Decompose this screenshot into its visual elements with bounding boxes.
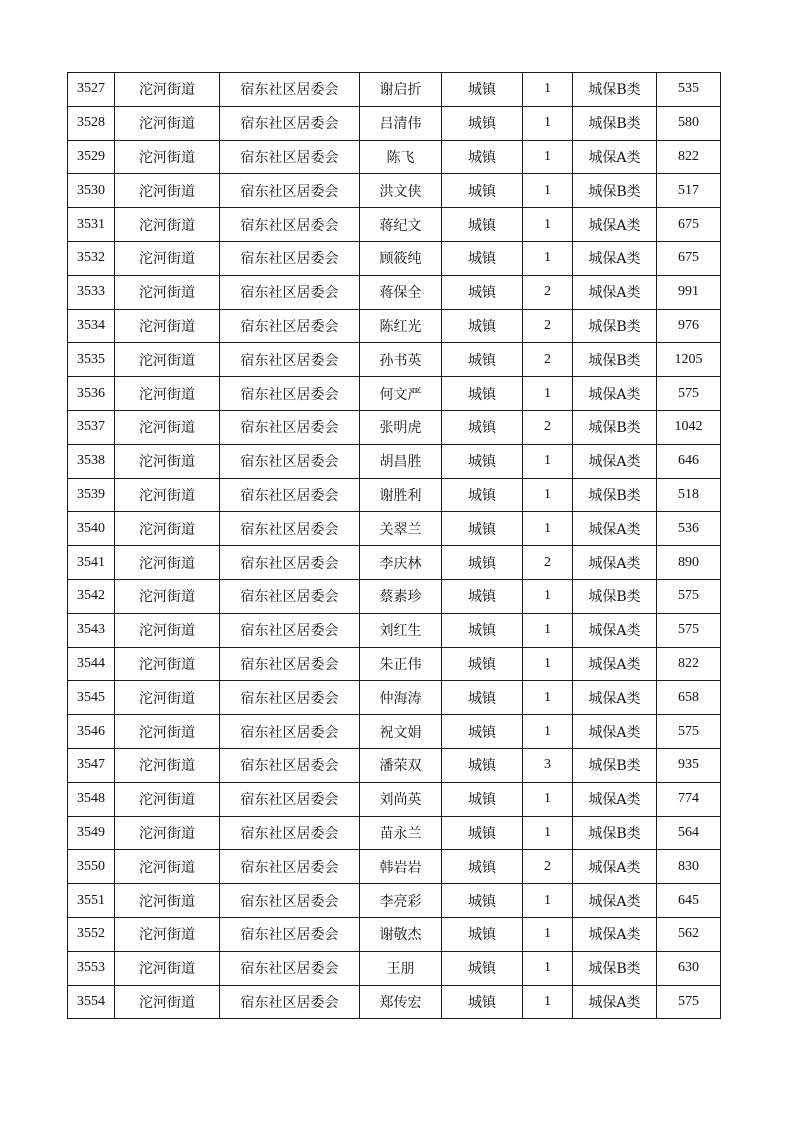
area-type-cell: 城镇 <box>442 410 523 444</box>
household-size-cell: 1 <box>523 444 573 478</box>
street-cell: 沱河街道 <box>115 241 220 275</box>
area-type-cell: 城镇 <box>442 748 523 782</box>
person-name-cell: 胡昌胜 <box>360 444 442 478</box>
area-type-cell: 城镇 <box>442 309 523 343</box>
table-row <box>68 613 721 647</box>
record-id-cell: 3531 <box>68 208 115 242</box>
street-cell: 沱河街道 <box>115 748 220 782</box>
amount-cell: 645 <box>657 884 721 918</box>
household-size-cell: 1 <box>523 917 573 951</box>
record-id-cell: 3536 <box>68 377 115 411</box>
table-row <box>68 73 721 107</box>
area-type-cell: 城镇 <box>442 73 523 107</box>
community-cell: 宿东社区居委会 <box>220 816 360 850</box>
street-cell: 沱河街道 <box>115 174 220 208</box>
category-cell: 城保A类 <box>573 884 657 918</box>
street-cell: 沱河街道 <box>115 140 220 174</box>
household-size-cell: 1 <box>523 140 573 174</box>
amount-cell: 976 <box>657 309 721 343</box>
person-name-cell: 仲海涛 <box>360 681 442 715</box>
area-type-cell: 城镇 <box>442 884 523 918</box>
street-cell: 沱河街道 <box>115 613 220 647</box>
record-id-cell: 3534 <box>68 309 115 343</box>
person-name-cell: 陈红光 <box>360 309 442 343</box>
category-cell: 城保B类 <box>573 951 657 985</box>
table-row <box>68 478 721 512</box>
table-row <box>68 140 721 174</box>
community-cell: 宿东社区居委会 <box>220 579 360 613</box>
household-size-cell: 1 <box>523 884 573 918</box>
person-name-cell: 蒋纪文 <box>360 208 442 242</box>
street-cell: 沱河街道 <box>115 884 220 918</box>
amount-cell: 564 <box>657 816 721 850</box>
person-name-cell: 顾筱纯 <box>360 241 442 275</box>
street-cell: 沱河街道 <box>115 647 220 681</box>
street-cell: 沱河街道 <box>115 715 220 749</box>
category-cell: 城保A类 <box>573 241 657 275</box>
person-name-cell: 李庆林 <box>360 546 442 580</box>
community-cell: 宿东社区居委会 <box>220 410 360 444</box>
household-size-cell: 1 <box>523 613 573 647</box>
household-size-cell: 1 <box>523 208 573 242</box>
person-name-cell: 郑传宏 <box>360 985 442 1019</box>
record-id-cell: 3547 <box>68 748 115 782</box>
community-cell: 宿东社区居委会 <box>220 850 360 884</box>
record-id-cell: 3540 <box>68 512 115 546</box>
amount-cell: 675 <box>657 208 721 242</box>
category-cell: 城保A类 <box>573 917 657 951</box>
area-type-cell: 城镇 <box>442 208 523 242</box>
amount-cell: 535 <box>657 73 721 107</box>
household-size-cell: 2 <box>523 309 573 343</box>
household-size-cell: 1 <box>523 377 573 411</box>
person-name-cell: 谢胜利 <box>360 478 442 512</box>
category-cell: 城保B类 <box>573 174 657 208</box>
category-cell: 城保A类 <box>573 140 657 174</box>
amount-cell: 774 <box>657 782 721 816</box>
person-name-cell: 关翠兰 <box>360 512 442 546</box>
record-id-cell: 3546 <box>68 715 115 749</box>
community-cell: 宿东社区居委会 <box>220 951 360 985</box>
amount-cell: 646 <box>657 444 721 478</box>
person-name-cell: 潘荣双 <box>360 748 442 782</box>
table-row <box>68 748 721 782</box>
table-row <box>68 681 721 715</box>
community-cell: 宿东社区居委会 <box>220 613 360 647</box>
household-size-cell: 1 <box>523 241 573 275</box>
person-name-cell: 何文严 <box>360 377 442 411</box>
record-id-cell: 3530 <box>68 174 115 208</box>
record-id-cell: 3527 <box>68 73 115 107</box>
area-type-cell: 城镇 <box>442 850 523 884</box>
category-cell: 城保B类 <box>573 73 657 107</box>
area-type-cell: 城镇 <box>442 174 523 208</box>
area-type-cell: 城镇 <box>442 343 523 377</box>
area-type-cell: 城镇 <box>442 579 523 613</box>
table-row <box>68 241 721 275</box>
category-cell: 城保A类 <box>573 985 657 1019</box>
roster-table <box>67 72 721 1019</box>
category-cell: 城保B类 <box>573 343 657 377</box>
household-size-cell: 3 <box>523 748 573 782</box>
table-row <box>68 884 721 918</box>
amount-cell: 630 <box>657 951 721 985</box>
table-row <box>68 309 721 343</box>
category-cell: 城保B类 <box>573 748 657 782</box>
person-name-cell: 刘红生 <box>360 613 442 647</box>
area-type-cell: 城镇 <box>442 512 523 546</box>
street-cell: 沱河街道 <box>115 343 220 377</box>
amount-cell: 991 <box>657 275 721 309</box>
record-id-cell: 3553 <box>68 951 115 985</box>
table-row <box>68 816 721 850</box>
amount-cell: 935 <box>657 748 721 782</box>
amount-cell: 562 <box>657 917 721 951</box>
street-cell: 沱河街道 <box>115 579 220 613</box>
area-type-cell: 城镇 <box>442 377 523 411</box>
amount-cell: 536 <box>657 512 721 546</box>
community-cell: 宿东社区居委会 <box>220 275 360 309</box>
person-name-cell: 张明虎 <box>360 410 442 444</box>
amount-cell: 822 <box>657 647 721 681</box>
community-cell: 宿东社区居委会 <box>220 377 360 411</box>
household-size-cell: 1 <box>523 816 573 850</box>
street-cell: 沱河街道 <box>115 208 220 242</box>
community-cell: 宿东社区居委会 <box>220 241 360 275</box>
table-row <box>68 647 721 681</box>
person-name-cell: 蔡素珍 <box>360 579 442 613</box>
person-name-cell: 谢启折 <box>360 73 442 107</box>
area-type-cell: 城镇 <box>442 478 523 512</box>
area-type-cell: 城镇 <box>442 140 523 174</box>
household-size-cell: 1 <box>523 478 573 512</box>
record-id-cell: 3529 <box>68 140 115 174</box>
record-id-cell: 3542 <box>68 579 115 613</box>
table-row <box>68 546 721 580</box>
record-id-cell: 3528 <box>68 106 115 140</box>
roster-table-body <box>68 73 721 1019</box>
category-cell: 城保A类 <box>573 782 657 816</box>
area-type-cell: 城镇 <box>442 951 523 985</box>
area-type-cell: 城镇 <box>442 613 523 647</box>
category-cell: 城保A类 <box>573 275 657 309</box>
record-id-cell: 3538 <box>68 444 115 478</box>
table-row <box>68 275 721 309</box>
category-cell: 城保B类 <box>573 579 657 613</box>
person-name-cell: 吕清伟 <box>360 106 442 140</box>
category-cell: 城保A类 <box>573 850 657 884</box>
person-name-cell: 李亮彩 <box>360 884 442 918</box>
street-cell: 沱河街道 <box>115 951 220 985</box>
amount-cell: 517 <box>657 174 721 208</box>
category-cell: 城保A类 <box>573 512 657 546</box>
community-cell: 宿东社区居委会 <box>220 208 360 242</box>
community-cell: 宿东社区居委会 <box>220 106 360 140</box>
person-name-cell: 蒋保全 <box>360 275 442 309</box>
table-row <box>68 377 721 411</box>
table-row <box>68 512 721 546</box>
person-name-cell: 祝文娟 <box>360 715 442 749</box>
person-name-cell: 韩岩岩 <box>360 850 442 884</box>
amount-cell: 518 <box>657 478 721 512</box>
street-cell: 沱河街道 <box>115 275 220 309</box>
table-row <box>68 782 721 816</box>
category-cell: 城保B类 <box>573 410 657 444</box>
category-cell: 城保A类 <box>573 546 657 580</box>
category-cell: 城保A类 <box>573 715 657 749</box>
street-cell: 沱河街道 <box>115 782 220 816</box>
record-id-cell: 3533 <box>68 275 115 309</box>
household-size-cell: 1 <box>523 106 573 140</box>
community-cell: 宿东社区居委会 <box>220 985 360 1019</box>
community-cell: 宿东社区居委会 <box>220 681 360 715</box>
community-cell: 宿东社区居委会 <box>220 174 360 208</box>
community-cell: 宿东社区居委会 <box>220 309 360 343</box>
street-cell: 沱河街道 <box>115 444 220 478</box>
person-name-cell: 谢敬杰 <box>360 917 442 951</box>
table-row <box>68 850 721 884</box>
household-size-cell: 1 <box>523 579 573 613</box>
community-cell: 宿东社区居委会 <box>220 715 360 749</box>
area-type-cell: 城镇 <box>442 816 523 850</box>
household-size-cell: 2 <box>523 850 573 884</box>
area-type-cell: 城镇 <box>442 106 523 140</box>
amount-cell: 575 <box>657 613 721 647</box>
record-id-cell: 3551 <box>68 884 115 918</box>
street-cell: 沱河街道 <box>115 309 220 343</box>
area-type-cell: 城镇 <box>442 715 523 749</box>
household-size-cell: 1 <box>523 985 573 1019</box>
community-cell: 宿东社区居委会 <box>220 884 360 918</box>
person-name-cell: 洪文侠 <box>360 174 442 208</box>
area-type-cell: 城镇 <box>442 647 523 681</box>
household-size-cell: 2 <box>523 275 573 309</box>
table-row <box>68 343 721 377</box>
record-id-cell: 3549 <box>68 816 115 850</box>
community-cell: 宿东社区居委会 <box>220 917 360 951</box>
amount-cell: 580 <box>657 106 721 140</box>
amount-cell: 830 <box>657 850 721 884</box>
table-row <box>68 917 721 951</box>
amount-cell: 575 <box>657 715 721 749</box>
community-cell: 宿东社区居委会 <box>220 546 360 580</box>
amount-cell: 1042 <box>657 410 721 444</box>
household-size-cell: 1 <box>523 73 573 107</box>
community-cell: 宿东社区居委会 <box>220 782 360 816</box>
category-cell: 城保B类 <box>573 309 657 343</box>
household-size-cell: 2 <box>523 546 573 580</box>
category-cell: 城保B类 <box>573 816 657 850</box>
household-size-cell: 1 <box>523 681 573 715</box>
record-id-cell: 3544 <box>68 647 115 681</box>
amount-cell: 658 <box>657 681 721 715</box>
street-cell: 沱河街道 <box>115 106 220 140</box>
household-size-cell: 1 <box>523 951 573 985</box>
record-id-cell: 3539 <box>68 478 115 512</box>
community-cell: 宿东社区居委会 <box>220 647 360 681</box>
street-cell: 沱河街道 <box>115 816 220 850</box>
street-cell: 沱河街道 <box>115 478 220 512</box>
street-cell: 沱河街道 <box>115 377 220 411</box>
street-cell: 沱河街道 <box>115 512 220 546</box>
area-type-cell: 城镇 <box>442 444 523 478</box>
category-cell: 城保A类 <box>573 377 657 411</box>
record-id-cell: 3535 <box>68 343 115 377</box>
amount-cell: 1205 <box>657 343 721 377</box>
record-id-cell: 3545 <box>68 681 115 715</box>
table-row <box>68 951 721 985</box>
amount-cell: 575 <box>657 579 721 613</box>
table-row <box>68 444 721 478</box>
amount-cell: 822 <box>657 140 721 174</box>
record-id-cell: 3532 <box>68 241 115 275</box>
amount-cell: 575 <box>657 377 721 411</box>
category-cell: 城保A类 <box>573 681 657 715</box>
community-cell: 宿东社区居委会 <box>220 140 360 174</box>
area-type-cell: 城镇 <box>442 681 523 715</box>
area-type-cell: 城镇 <box>442 546 523 580</box>
street-cell: 沱河街道 <box>115 985 220 1019</box>
community-cell: 宿东社区居委会 <box>220 748 360 782</box>
table-row <box>68 579 721 613</box>
street-cell: 沱河街道 <box>115 410 220 444</box>
amount-cell: 575 <box>657 985 721 1019</box>
community-cell: 宿东社区居委会 <box>220 73 360 107</box>
area-type-cell: 城镇 <box>442 985 523 1019</box>
person-name-cell: 王朋 <box>360 951 442 985</box>
record-id-cell: 3541 <box>68 546 115 580</box>
household-size-cell: 1 <box>523 715 573 749</box>
area-type-cell: 城镇 <box>442 241 523 275</box>
community-cell: 宿东社区居委会 <box>220 343 360 377</box>
category-cell: 城保B类 <box>573 106 657 140</box>
category-cell: 城保A类 <box>573 444 657 478</box>
household-size-cell: 2 <box>523 343 573 377</box>
street-cell: 沱河街道 <box>115 917 220 951</box>
category-cell: 城保A类 <box>573 647 657 681</box>
household-size-cell: 1 <box>523 782 573 816</box>
person-name-cell: 刘尚英 <box>360 782 442 816</box>
table-row <box>68 174 721 208</box>
household-size-cell: 2 <box>523 410 573 444</box>
record-id-cell: 3548 <box>68 782 115 816</box>
household-size-cell: 1 <box>523 174 573 208</box>
record-id-cell: 3543 <box>68 613 115 647</box>
person-name-cell: 朱正伟 <box>360 647 442 681</box>
area-type-cell: 城镇 <box>442 782 523 816</box>
street-cell: 沱河街道 <box>115 73 220 107</box>
person-name-cell: 孙书英 <box>360 343 442 377</box>
record-id-cell: 3550 <box>68 850 115 884</box>
table-row <box>68 208 721 242</box>
area-type-cell: 城镇 <box>442 917 523 951</box>
table-row <box>68 985 721 1019</box>
record-id-cell: 3554 <box>68 985 115 1019</box>
person-name-cell: 苗永兰 <box>360 816 442 850</box>
area-type-cell: 城镇 <box>442 275 523 309</box>
table-row <box>68 410 721 444</box>
street-cell: 沱河街道 <box>115 850 220 884</box>
community-cell: 宿东社区居委会 <box>220 512 360 546</box>
street-cell: 沱河街道 <box>115 546 220 580</box>
category-cell: 城保A类 <box>573 613 657 647</box>
category-cell: 城保B类 <box>573 478 657 512</box>
table-row <box>68 106 721 140</box>
category-cell: 城保A类 <box>573 208 657 242</box>
amount-cell: 675 <box>657 241 721 275</box>
amount-cell: 890 <box>657 546 721 580</box>
record-id-cell: 3537 <box>68 410 115 444</box>
record-id-cell: 3552 <box>68 917 115 951</box>
community-cell: 宿东社区居委会 <box>220 478 360 512</box>
street-cell: 沱河街道 <box>115 681 220 715</box>
table-row <box>68 715 721 749</box>
household-size-cell: 1 <box>523 512 573 546</box>
person-name-cell: 陈飞 <box>360 140 442 174</box>
community-cell: 宿东社区居委会 <box>220 444 360 478</box>
household-size-cell: 1 <box>523 647 573 681</box>
